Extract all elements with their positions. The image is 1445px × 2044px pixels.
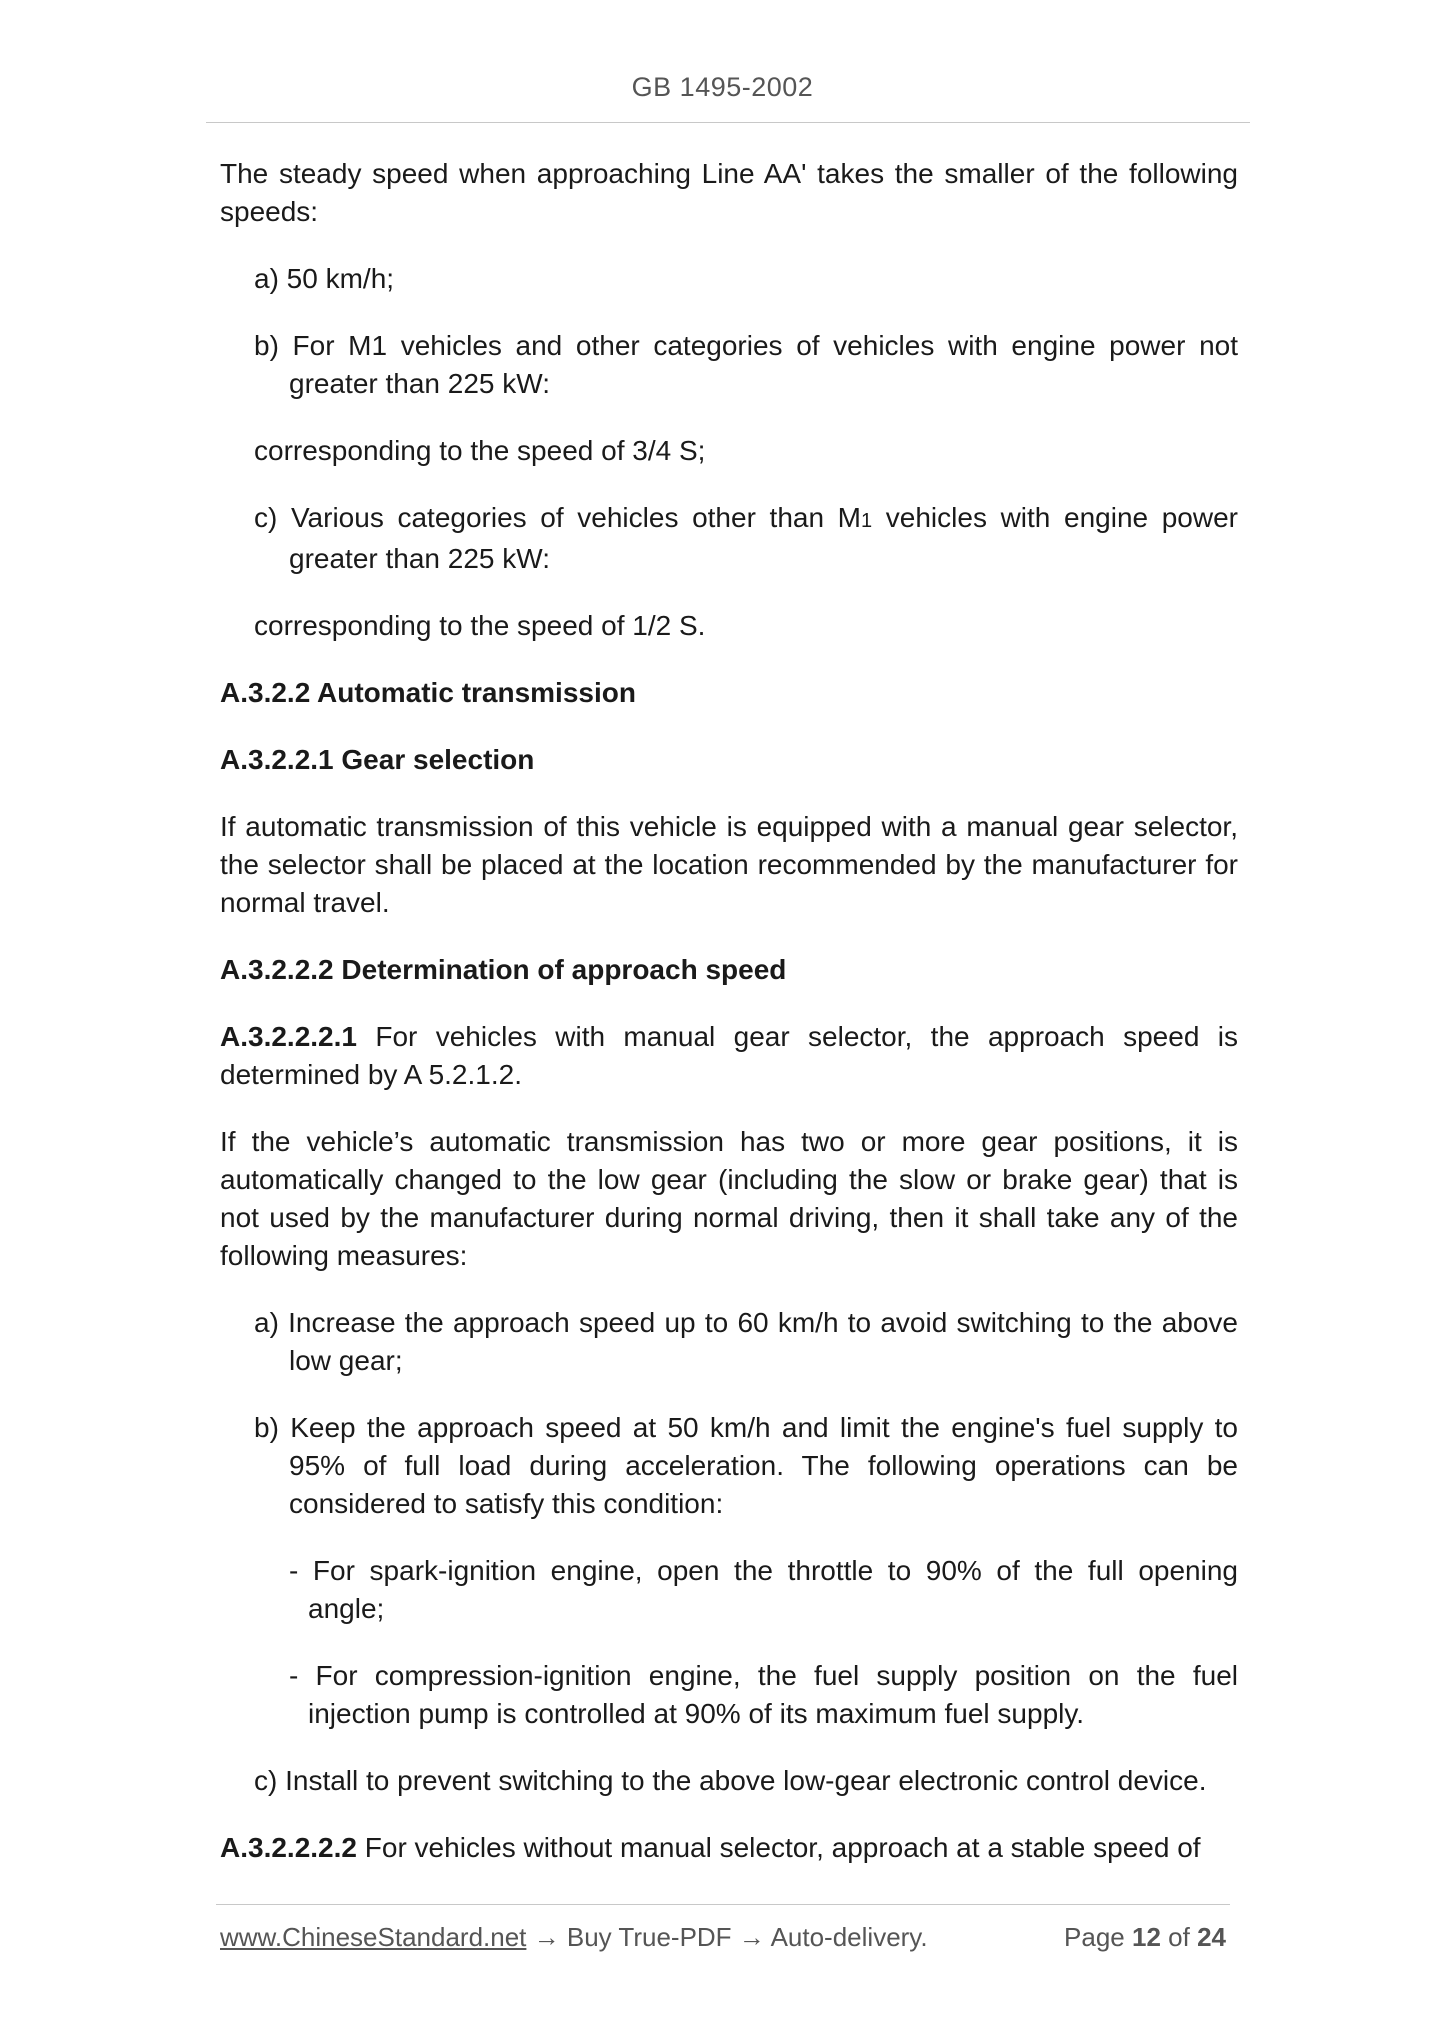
measure-a: a) Increase the approach speed up to 60 km/h to avoid switching to the above low gear; xyxy=(254,1307,1238,1376)
page-current: 12 xyxy=(1132,1922,1161,1952)
header-divider xyxy=(206,122,1250,123)
list-item-c xyxy=(220,499,1238,578)
clause-text: For vehicles with manual gear selector, the approach speed is determined by A 5.2.1.2. xyxy=(220,1021,1238,1090)
list-item-c-note: corresponding to the speed of 1/2 S. xyxy=(254,610,706,641)
footer-divider xyxy=(216,1904,1230,1905)
list-item-b-note: corresponding to the speed of 3/4 S; xyxy=(254,435,706,466)
clause-number: A.3.2.2.2.1 xyxy=(220,1021,357,1052)
paragraph-steady-speed: The steady speed when approaching Line AA' takes the smaller of the following speeds: xyxy=(220,158,1238,227)
paragraph-gear-selection: If automatic transmission of this vehicle is equipped with a manual gear selector, the selector shall be placed at the location recommended by the manufacturer for normal travel. xyxy=(220,811,1238,918)
paragraph-automatic-gears: If the vehicle’s automatic transmission has two or more gear positions, it is automatically changed to the low gear (including the slow or brake gear) that is not used by the manufacturer during normal driving, then it shall take any of the following measures: xyxy=(220,1126,1238,1271)
subscript-1: 1 xyxy=(861,510,873,532)
footer-promo-text: → Buy True-PDF → Auto-delivery. xyxy=(526,1922,928,1952)
measure-c: c) Install to prevent switching to the above low-gear electronic control device. xyxy=(254,1765,1207,1796)
paragraph-without-selector xyxy=(220,1829,1238,1867)
page-label: Page xyxy=(1064,1922,1125,1952)
footer-left xyxy=(220,1922,928,1953)
page-footer xyxy=(220,1922,1230,1962)
measure-b-compression-ignition: - For compression-ignition engine, the fuel supply position on the fuel injection pump is controlled at 90% of its maximum fuel supply. xyxy=(289,1660,1238,1729)
website-link[interactable]: www.ChineseStandard.net xyxy=(220,1922,527,1952)
clause-number: A.3.2.2.2.2 xyxy=(220,1832,357,1863)
list-item-b: b) For M1 vehicles and other categories of vehicles with engine power not greater than 225 kW: xyxy=(254,330,1238,399)
list-item-c-text: c) Various categories of vehicles other than M xyxy=(254,502,862,533)
list-item-a: a) 50 km/h; xyxy=(254,263,395,294)
heading-gear-selection: A.3.2.2.1 Gear selection xyxy=(220,744,535,775)
paragraph-manual-selector xyxy=(220,1018,1238,1094)
heading-automatic-transmission: A.3.2.2 Automatic transmission xyxy=(220,677,636,708)
heading-approach-speed: A.3.2.2.2 Determination of approach speed xyxy=(220,954,787,985)
page-header-title: GB 1495-2002 xyxy=(631,72,814,102)
measure-b-spark-ignition: - For spark-ignition engine, open the throttle to 90% of the full opening angle; xyxy=(289,1555,1238,1624)
measure-b: b) Keep the approach speed at 50 km/h and limit the engine's fuel supply to 95% of full load during acceleration. The following operations can be considered to satisfy this condition: xyxy=(254,1412,1238,1519)
page-of: of xyxy=(1168,1922,1190,1952)
page-total: 24 xyxy=(1197,1922,1226,1952)
list-item-c-text-end: vehicles with engine power greater than 225 kW: xyxy=(289,502,1238,574)
document-body xyxy=(220,155,1238,1896)
clause-text: For vehicles without manual selector, approach at a stable speed of xyxy=(356,1832,1201,1863)
page-number xyxy=(1064,1922,1226,1953)
